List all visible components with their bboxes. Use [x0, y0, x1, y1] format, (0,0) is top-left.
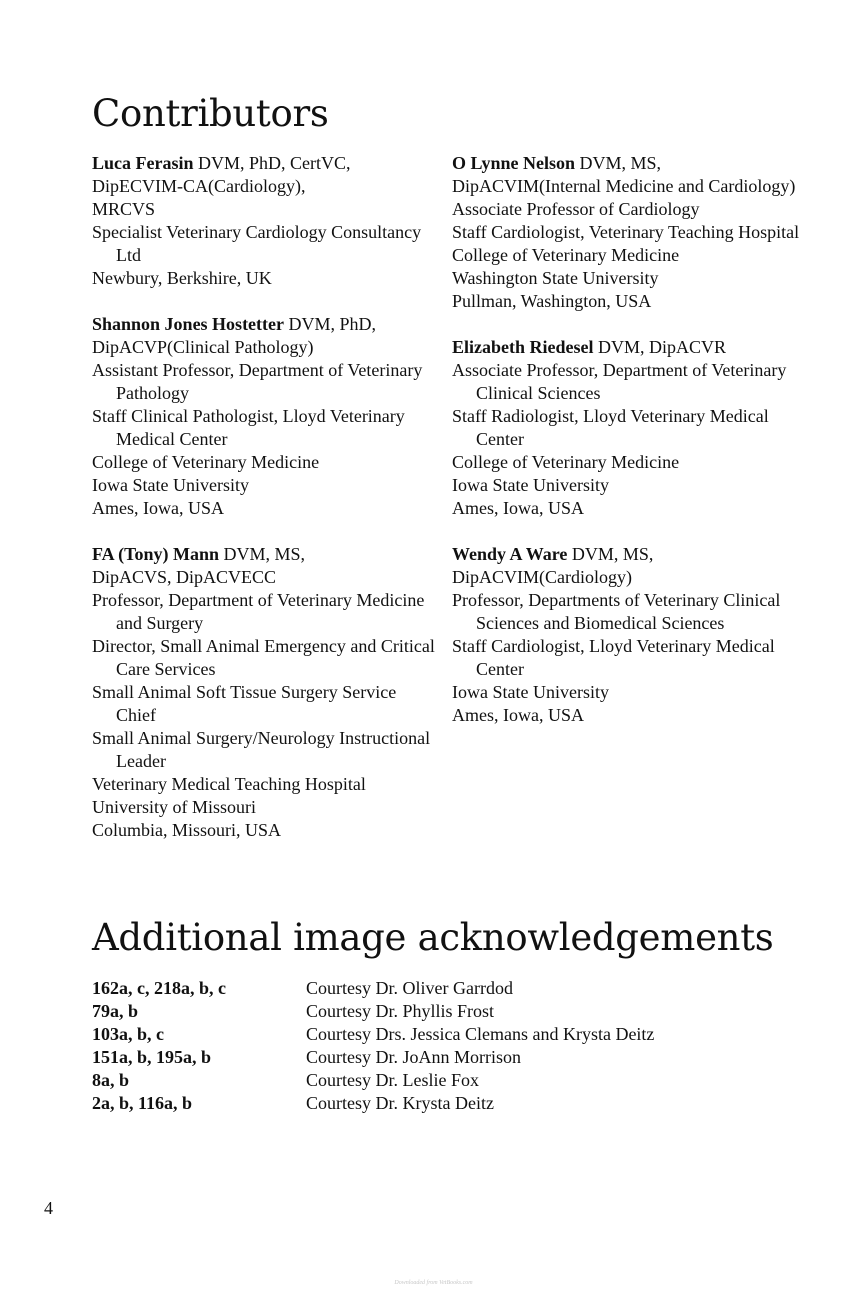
contributor-detail-line: Small Animal Soft Tissue Surgery Service Chief — [92, 682, 397, 725]
contributor-first-line — [452, 543, 812, 566]
contributor-name: Shannon Jones Hostetter — [92, 314, 285, 334]
contributor-entry — [452, 336, 812, 520]
contributor-first-line — [92, 543, 437, 566]
contributors-column-right — [452, 152, 812, 750]
contributor-name: Wendy A Ware — [452, 544, 568, 564]
contributor-entry — [92, 313, 437, 520]
acknowledgement-row — [92, 1000, 654, 1023]
acknowledgement-row — [92, 1046, 654, 1069]
acknowledgement-credit: Courtesy Dr. JoAnn Morrison — [306, 1047, 521, 1067]
contributor-detail-line: Specialist Veterinary Cardiology Consultancy Ltd — [92, 222, 422, 265]
acknowledgement-credit: Courtesy Dr. Leslie Fox — [306, 1070, 479, 1090]
contributor-detail-line: Newbury, Berkshire, UK — [92, 268, 272, 288]
contributor-detail-line: DipACVP(Clinical Pathology) — [92, 337, 314, 357]
acknowledgement-figure-refs: 162a, c, 218a, b, c — [92, 978, 226, 998]
contributor-detail-line: Iowa State University — [452, 682, 609, 702]
acknowledgement-figure-refs: 79a, b — [92, 1001, 139, 1021]
contributor-detail-line: MRCVS — [92, 199, 156, 219]
contributor-detail-line: DipACVIM(Internal Medicine and Cardiology) — [452, 176, 796, 196]
contributor-entry — [92, 543, 437, 842]
contributor-detail-line: Iowa State University — [92, 475, 249, 495]
contributor-name: Luca Ferasin — [92, 153, 194, 173]
contributor-detail-line: Professor, Departments of Veterinary Clinical Sciences and Biomedical Sciences — [452, 590, 781, 633]
contributor-detail-line: Staff Cardiologist, Lloyd Veterinary Medical Center — [452, 636, 775, 679]
contributor-name: Elizabeth Riedesel — [452, 337, 594, 357]
contributor-first-line — [92, 313, 437, 336]
contributor-detail-line: DipACVS, DipACVECC — [92, 567, 277, 587]
contributor-entry — [452, 152, 812, 313]
contributor-detail-line: Pullman, Washington, USA — [452, 291, 652, 311]
contributor-detail-line: University of Missouri — [92, 797, 256, 817]
contributor-detail-line: DipECVIM-CA(Cardiology), — [92, 176, 306, 196]
contributor-entry — [452, 543, 812, 727]
contributor-credentials: DVM, DipACVR — [593, 337, 727, 357]
contributor-detail-line: College of Veterinary Medicine — [92, 452, 320, 472]
acknowledgement-credit: Courtesy Dr. Phyllis Frost — [306, 1001, 495, 1021]
contributor-detail-line: Columbia, Missouri, USA — [92, 820, 282, 840]
contributor-first-line — [452, 336, 812, 359]
contributor-credentials: DVM, PhD, — [284, 314, 377, 334]
contributor-first-line — [452, 152, 812, 175]
contributor-detail-line: Associate Professor of Cardiology — [452, 199, 700, 219]
contributor-detail-line: Director, Small Animal Emergency and Critical Care Services — [92, 636, 435, 679]
acknowledgement-row — [92, 1092, 654, 1115]
acknowledgements-table — [92, 977, 654, 1115]
contributor-detail-line: Ames, Iowa, USA — [92, 498, 224, 518]
acknowledgement-row — [92, 1069, 654, 1092]
contributor-detail-line: Assistant Professor, Department of Veterinary Pathology — [92, 360, 423, 403]
acknowledgement-credit: Courtesy Dr. Oliver Garrdod — [306, 978, 513, 998]
contributor-name: FA (Tony) Mann — [92, 544, 220, 564]
contributor-detail-line: Small Animal Surgery/Neurology Instructional Leader — [92, 728, 431, 771]
contributor-detail-line: College of Veterinary Medicine — [452, 452, 680, 472]
contributor-detail-line: Washington State University — [452, 268, 659, 288]
acknowledgement-figure-refs: 2a, b, 116a, b — [92, 1093, 193, 1113]
contributor-detail-line: Professor, Department of Veterinary Medicine and Surgery — [92, 590, 425, 633]
contributor-detail-line: DipACVIM(Cardiology) — [452, 567, 632, 587]
contributors-heading: Contributors — [92, 92, 329, 135]
page-number: 4 — [44, 1198, 53, 1218]
contributor-first-line — [92, 152, 437, 175]
contributor-name: O Lynne Nelson — [452, 153, 576, 173]
acknowledgement-row — [92, 1023, 654, 1046]
contributor-detail-line: College of Veterinary Medicine — [452, 245, 680, 265]
contributor-detail-line: Associate Professor, Department of Veterinary Clinical Sciences — [452, 360, 787, 403]
contributor-detail-line: Iowa State University — [452, 475, 609, 495]
acknowledgement-figure-refs: 8a, b — [92, 1070, 130, 1090]
contributors-column-left — [92, 152, 437, 865]
acknowledgement-credit: Courtesy Dr. Krysta Deitz — [306, 1093, 494, 1113]
contributor-detail-line: Ames, Iowa, USA — [452, 705, 584, 725]
footer-watermark: Downloaded from VetBooks.com — [394, 1280, 473, 1286]
acknowledgement-figure-refs: 151a, b, 195a, b — [92, 1047, 212, 1067]
acknowledgements-heading: Additional image acknowledgements — [92, 916, 774, 959]
contributor-detail-line: Staff Clinical Pathologist, Lloyd Veterinary Medical Center — [92, 406, 405, 449]
contributor-entry — [92, 152, 437, 290]
contributor-credentials: DVM, PhD, CertVC, — [193, 153, 351, 173]
acknowledgement-figure-refs: 103a, b, c — [92, 1024, 164, 1044]
acknowledgement-row — [92, 977, 654, 1000]
contributor-credentials: DVM, MS, — [567, 544, 654, 564]
contributor-credentials: DVM, MS, — [575, 153, 662, 173]
contributor-detail-line: Ames, Iowa, USA — [452, 498, 584, 518]
contributor-detail-line: Staff Radiologist, Lloyd Veterinary Medical Center — [452, 406, 769, 449]
contributor-detail-line: Staff Cardiologist, Veterinary Teaching Hospital — [452, 222, 800, 242]
contributor-detail-line: Veterinary Medical Teaching Hospital — [92, 774, 366, 794]
contributor-credentials: DVM, MS, — [219, 544, 306, 564]
acknowledgement-credit: Courtesy Drs. Jessica Clemans and Krysta Deitz — [306, 1024, 655, 1044]
